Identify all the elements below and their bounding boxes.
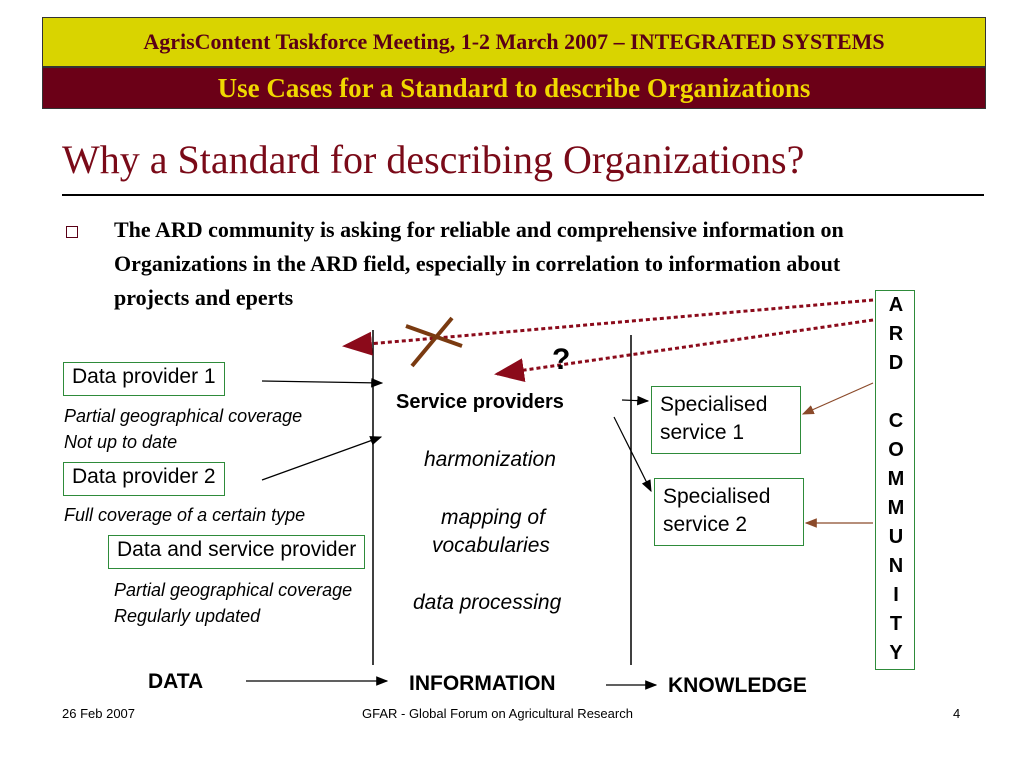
mapping-label-line2: vocabularies [432, 534, 550, 557]
arrow-provider1 [262, 381, 382, 383]
community-letter: O [888, 439, 904, 461]
footer-page-number: 4 [953, 706, 961, 721]
provider-1-note-coverage: Partial geographical coverage [64, 406, 303, 426]
community-letter: T [889, 613, 903, 635]
service-1-line1: Specialised [660, 393, 768, 416]
specialised-service-2-box [654, 478, 804, 546]
data-provider-1-box: Data provider 1 [63, 362, 225, 396]
community-letter: D [888, 352, 904, 374]
community-letter: Y [889, 642, 903, 664]
data-label: DATA [148, 670, 204, 693]
data-service-provider-box: Data and service provider [108, 535, 365, 569]
arrow-provider2 [262, 437, 381, 480]
mapping-label-line1: mapping of [441, 506, 545, 529]
question-mark: ? [552, 343, 571, 376]
subtitle-banner: Use Cases for a Standard to describe Organizations [42, 67, 986, 109]
bullet-text: The ARD community is asking for reliable and comprehensive information on Organizations in the ARD field, especially in correlation to information about projects and eperts [114, 217, 844, 310]
community-letter: I [893, 584, 899, 606]
ard-community-box [875, 290, 915, 670]
service-providers-label: Service providers [396, 391, 564, 413]
specialised-service-1-box [651, 386, 801, 454]
information-label: INFORMATION [409, 672, 556, 695]
community-letter: R [888, 323, 904, 345]
slide-title: Why a Standard for describing Organizations? [62, 137, 805, 182]
meeting-banner: AgrisContent Taskforce Meeting, 1-2 March 2007 – INTEGRATED SYSTEMS [42, 17, 986, 67]
service-2-line1: Specialised [663, 485, 771, 508]
arrow-community-service1 [803, 383, 873, 414]
arrow-to-service1 [622, 400, 648, 401]
community-letter: M [887, 497, 905, 519]
data-processing-label: data processing [413, 591, 562, 614]
footer-organization: GFAR - Global Forum on Agricultural Research [362, 706, 633, 721]
community-letter: A [888, 294, 904, 316]
community-letter: N [888, 555, 904, 577]
knowledge-label: KNOWLEDGE [668, 674, 807, 697]
service-2-line2: service 2 [663, 513, 748, 536]
harmonization-label: harmonization [424, 448, 556, 471]
provider-3-note-coverage: Partial geographical coverage [114, 580, 353, 600]
provider-1-note-date: Not up to date [64, 432, 178, 452]
provider-2-note-coverage: Full coverage of a certain type [64, 505, 306, 525]
provider-3-note-update: Regularly updated [114, 606, 261, 626]
community-letter: M [887, 468, 905, 490]
arrow-to-service2 [614, 417, 651, 491]
community-letter: U [888, 526, 904, 548]
footer-date: 26 Feb 2007 [62, 706, 136, 721]
service-1-line2: service 1 [660, 421, 745, 444]
data-provider-2-box: Data provider 2 [63, 462, 225, 496]
community-letter: C [888, 410, 904, 432]
dotted-arrow-upper [345, 300, 873, 346]
